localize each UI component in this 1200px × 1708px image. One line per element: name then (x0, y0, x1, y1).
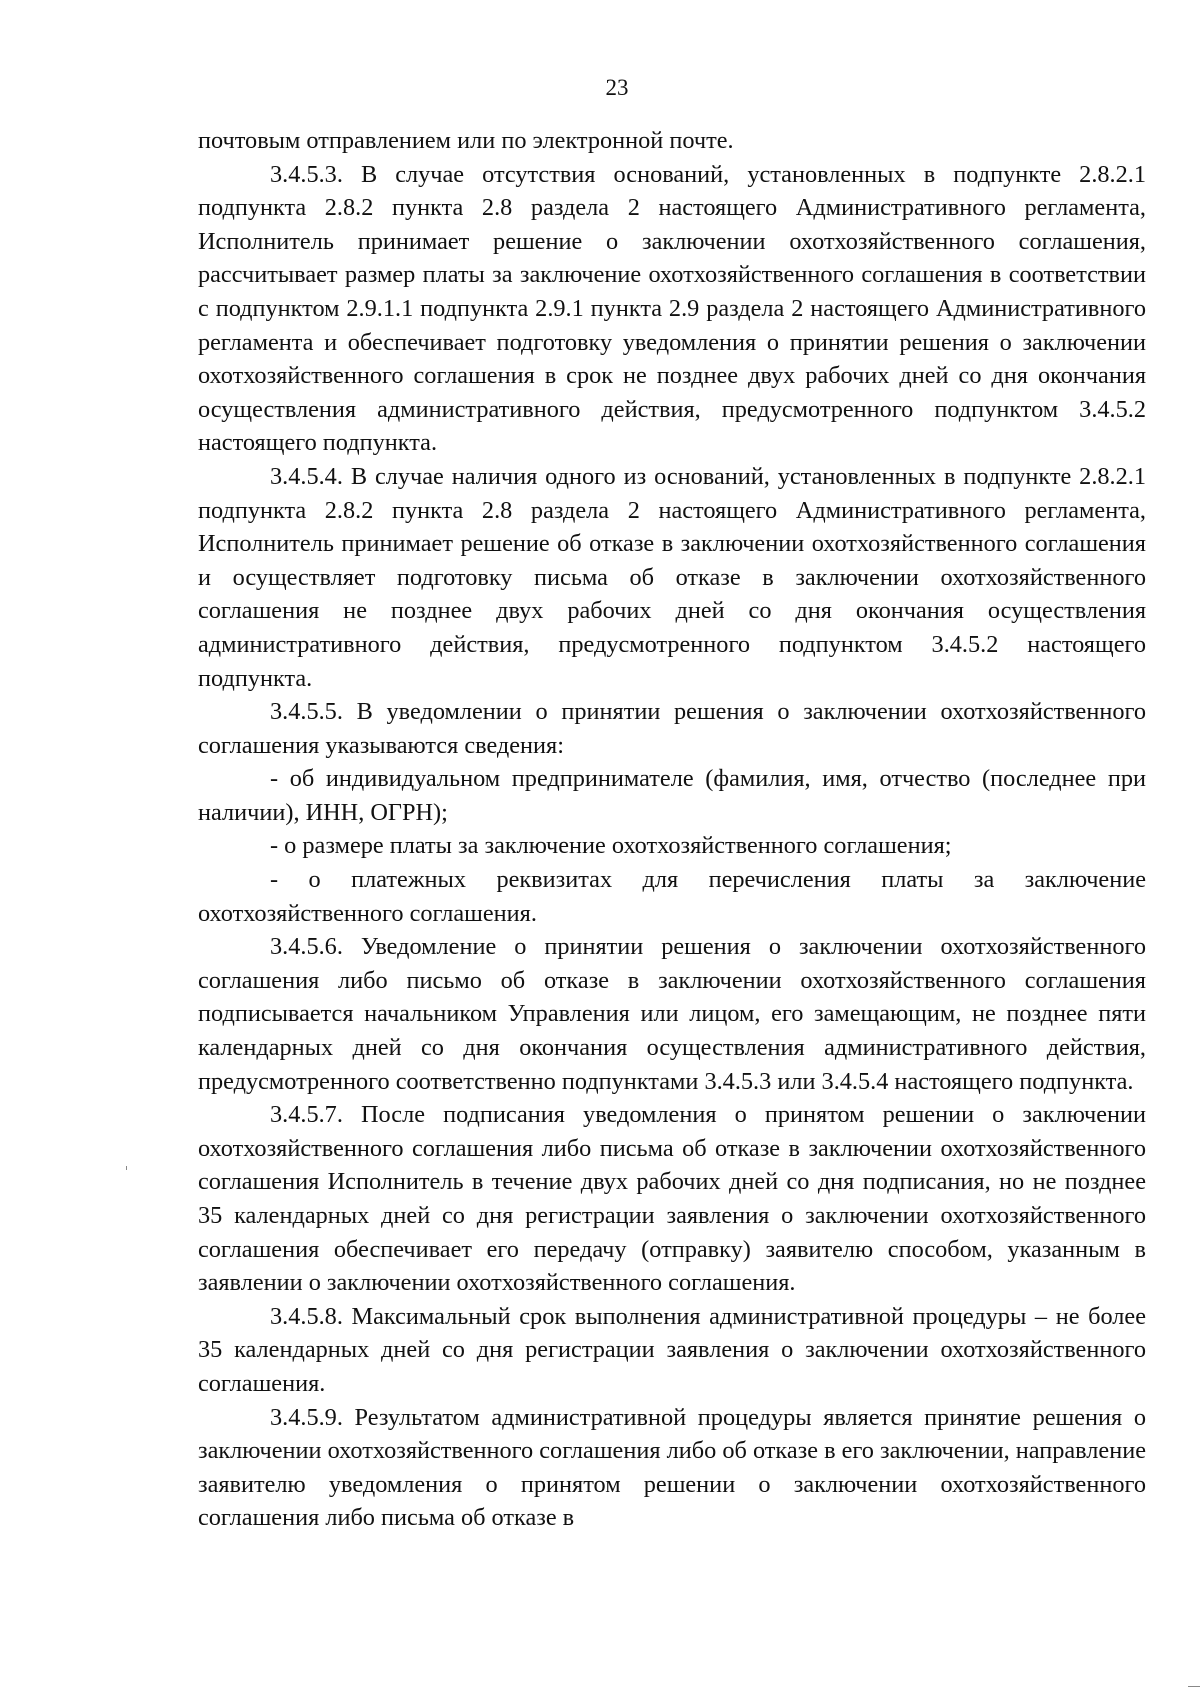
paragraph-continuation: почтовым отправлением или по электронной почте. (198, 127, 734, 154)
list-item-payment-details: - о платежных реквизитах для перечисления платы за заключение охотхозяйственного соглашения. (198, 866, 1146, 927)
page-number: 23 (605, 75, 629, 100)
paragraph-3-4-5-4: 3.4.5.4. В случае наличия одного из оснований, установленных в подпункте 2.8.2.1 подпункта 2.8.2 пункта 2.8 раздела 2 настоящего Административного регламента, Исполнитель принимает решение об отказе в заключении охотхозяйственного соглашения и осуществляет подготовку письма об отказе в заключении охотхозяйственного соглашения не позднее двух рабочих дней со дня окончания осуществления административного действия, предусмотренного подпунктом 3.4.5.2 настоящего подпункта. (198, 462, 1146, 692)
paragraph-3-4-5-7: 3.4.5.7. После подписания уведомления о принятом решении о заключении охотхозяйственного соглашения либо письма об отказе в заключении охотхозяйственного соглашения Исполнитель в течение двух рабочих дней со дня подписания, но не позднее 35 календарных дней со дня регистрации заявления о заключении охотхозяйственного соглашения обеспечивает его передачу (отправку) заявителю способом, указанным в заявлении о заключении охотхозяйственного соглашения. (198, 1101, 1146, 1297)
paragraph-3-4-5-9: 3.4.5.9. Результатом административной процедуры является принятие решения о заключении охотхозяйственного соглашения либо об отказе в его заключении, направление заявителю уведомления о принятом решении о заключении охотхозяйственного соглашения либо письма об отказе в (198, 1403, 1146, 1532)
scan-artifact-mark (1188, 1686, 1200, 1687)
list-item-fee-amount: - о размере платы за заключение охотхозяйственного соглашения; (270, 832, 952, 860)
document-body (198, 124, 1146, 1535)
paragraph-3-4-5-3: 3.4.5.3. В случае отсутствия оснований, установленных в подпункте 2.8.2.1 подпункта 2.8.2 пункта 2.8 раздела 2 настоящего Административного регламента, Исполнитель принимает решение о заключении охотхозяйственного соглашения, рассчитывает размер платы за заключение охотхозяйственного соглашения в соответствии с подпунктом 2.9.1.1 подпункта 2.9.1 пункта 2.9 раздела 2 настоящего Административного регламента и обеспечивает подготовку уведомления о принятии решения о заключении охотхозяйственного соглашения в срок не позднее двух рабочих дней со дня окончания осуществления административного действия, предусмотренного подпунктом 3.4.5.2 настоящего подпункта. (198, 160, 1146, 457)
list-item-entrepreneur: - об индивидуальном предпринимателе (фамилия, имя, отчество (последнее при наличии), ИНН, ОГРН); (198, 765, 1146, 826)
scan-artifact-dot (126, 1166, 127, 1170)
paragraph-3-4-5-6: 3.4.5.6. Уведомление о принятии решения о заключении охотхозяйственного соглашения либо письмо об отказе в заключении охотхозяйственного соглашения подписывается начальником Управления или лицом, его замещающим, не позднее пяти календарных дней со дня окончания осуществления административного действия, предусмотренного соответственно подпунктами 3.4.5.3 или 3.4.5.4 настоящего подпункта. (198, 933, 1146, 1095)
paragraph-3-4-5-8: 3.4.5.8. Максимальный срок выполнения административной процедуры – не более 35 календарных дней со дня регистрации заявления о заключении охотхозяйственного соглашения. (198, 1302, 1146, 1397)
paragraph-3-4-5-5: 3.4.5.5. В уведомлении о принятии решения о заключении охотхозяйственного соглашения указываются сведения: (198, 698, 1146, 759)
